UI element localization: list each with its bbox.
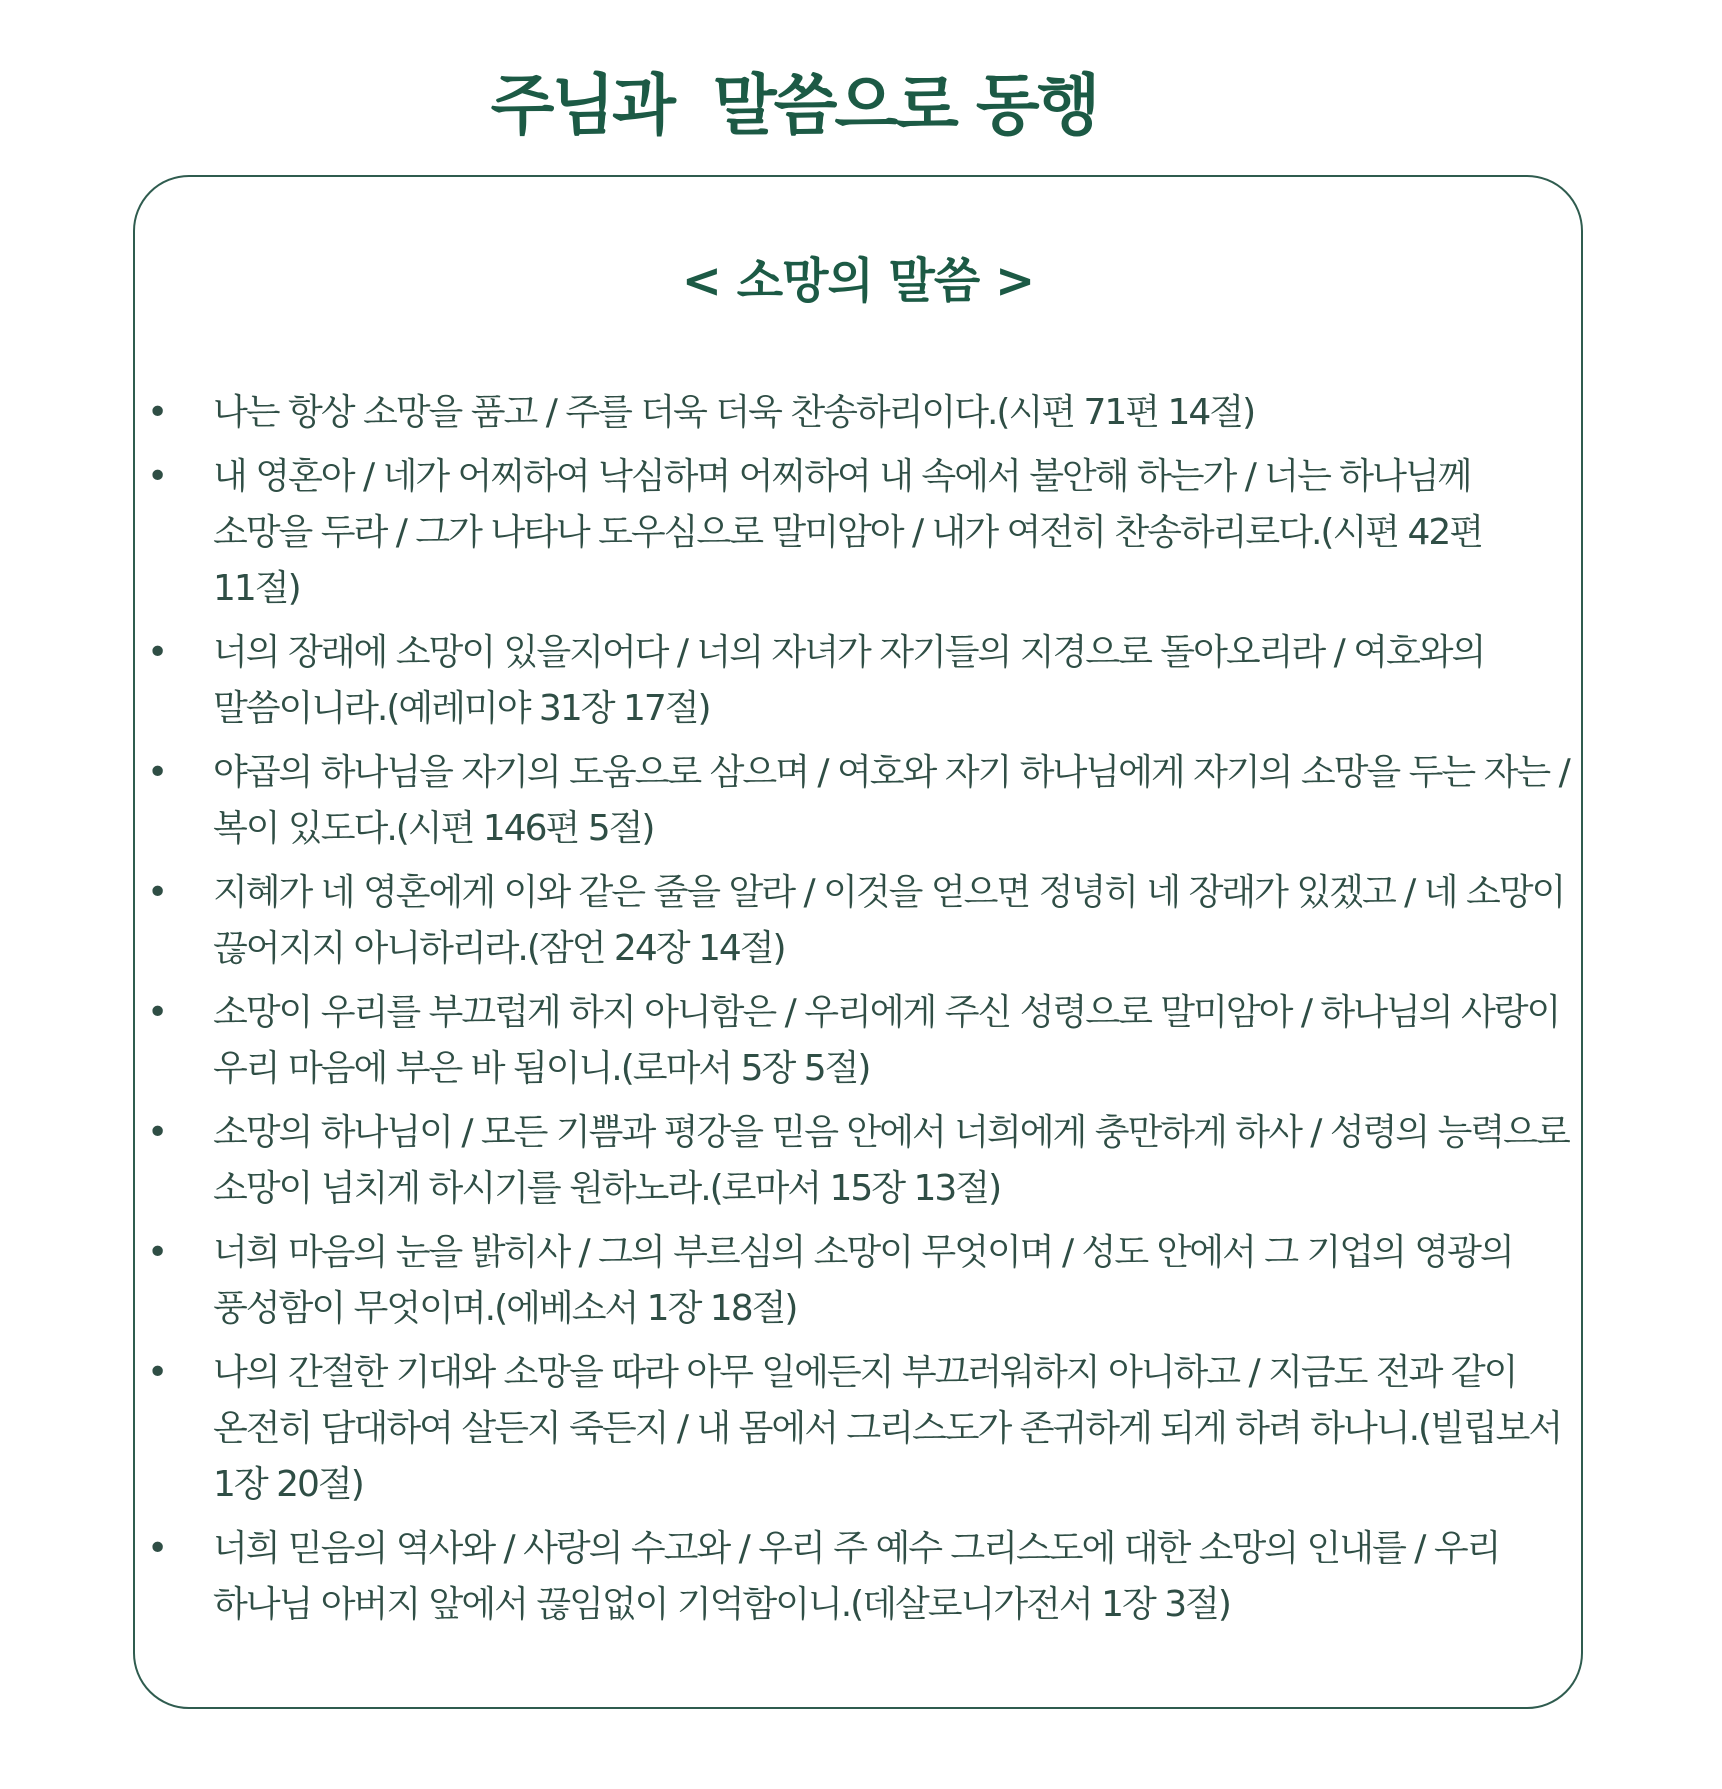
verse-text: 너희 마음의 눈을 밝히사 / 그의 부르심의 소망이 무엇이며 / 성도 안에서 그 기업의 영광의 풍성함이 무엇이며.(에베소서 1장 18절)	[213, 1232, 1513, 1329]
verse-item	[135, 1521, 1581, 1633]
card-title: < 소망의 말씀 >	[681, 253, 1035, 309]
bullet-icon: •	[147, 392, 169, 433]
bullet-icon: •	[147, 1232, 169, 1273]
verse-item	[135, 1105, 1581, 1217]
verse-item	[135, 865, 1581, 977]
verse-text: 나의 간절한 기대와 소망을 따라 아무 일에든지 부끄러워하지 아니하고 / 지금도 전과 같이 온전히 담대하여 살든지 죽든지 / 내 몸에서 그리스도가 존귀하게 되게 하려 하나니.(빌립보서 1장 20절)	[213, 1352, 1562, 1505]
bullet-icon: •	[147, 1528, 169, 1569]
verse-card	[133, 175, 1583, 1709]
verse-item	[135, 985, 1581, 1097]
verse-list	[135, 385, 1581, 1641]
bullet-icon: •	[147, 1352, 169, 1393]
page-title: 주님과 말씀으로 동행	[490, 67, 1098, 144]
verse-text: 소망의 하나님이 / 모든 기쁨과 평강을 믿음 안에서 너희에게 충만하게 하사 / 성령의 능력으로 소망이 넘치게 하시기를 원하노라.(로마서 15장 13절)	[213, 1112, 1569, 1209]
verse-text: 너의 장래에 소망이 있을지어다 / 너의 자녀가 자기들의 지경으로 돌아오리라 / 여호와의 말씀이니라.(예레미야 31장 17절)	[213, 632, 1485, 729]
verse-text: 너희 믿음의 역사와 / 사랑의 수고와 / 우리 주 예수 그리스도에 대한 소망의 인내를 / 우리 하나님 아버지 앞에서 끊임없이 기억함이니.(데살로니가전서 1장 3절)	[213, 1528, 1500, 1625]
verse-text: 지혜가 네 영혼에게 이와 같은 줄을 알라 / 이것을 얻으면 정녕히 네 장래가 있겠고 / 네 소망이 끊어지지 아니하리라.(잠언 24장 14절)	[213, 872, 1565, 969]
verse-item	[135, 1345, 1581, 1513]
verse-item	[135, 745, 1581, 857]
verse-text: 야곱의 하나님을 자기의 도움으로 삼으며 / 여호와 자기 하나님에게 자기의 소망을 두는 자는 / 복이 있도다.(시편 146편 5절)	[213, 752, 1569, 849]
verse-item	[135, 1225, 1581, 1337]
bullet-icon: •	[147, 456, 169, 497]
bullet-icon: •	[147, 1112, 169, 1153]
verse-item	[135, 449, 1581, 617]
bullet-icon: •	[147, 872, 169, 913]
bullet-icon: •	[147, 992, 169, 1033]
verse-item	[135, 385, 1581, 441]
verse-text: 소망이 우리를 부끄럽게 하지 아니함은 / 우리에게 주신 성령으로 말미암아 / 하나님의 사랑이 우리 마음에 부은 바 됨이니.(로마서 5장 5절)	[213, 992, 1560, 1089]
bullet-icon: •	[147, 752, 169, 793]
verse-item	[135, 625, 1581, 737]
verse-text: 내 영혼아 / 네가 어찌하여 낙심하며 어찌하여 내 속에서 불안해 하는가 / 너는 하나님께 소망을 두라 / 그가 나타나 도우심으로 말미암아 / 내가 여전히 찬송하리로다.(시편 42편 11절)	[213, 456, 1483, 609]
bullet-icon: •	[147, 632, 169, 673]
verse-text: 나는 항상 소망을 품고 / 주를 더욱 더욱 찬송하리이다.(시편 71편 14절)	[213, 392, 1255, 433]
